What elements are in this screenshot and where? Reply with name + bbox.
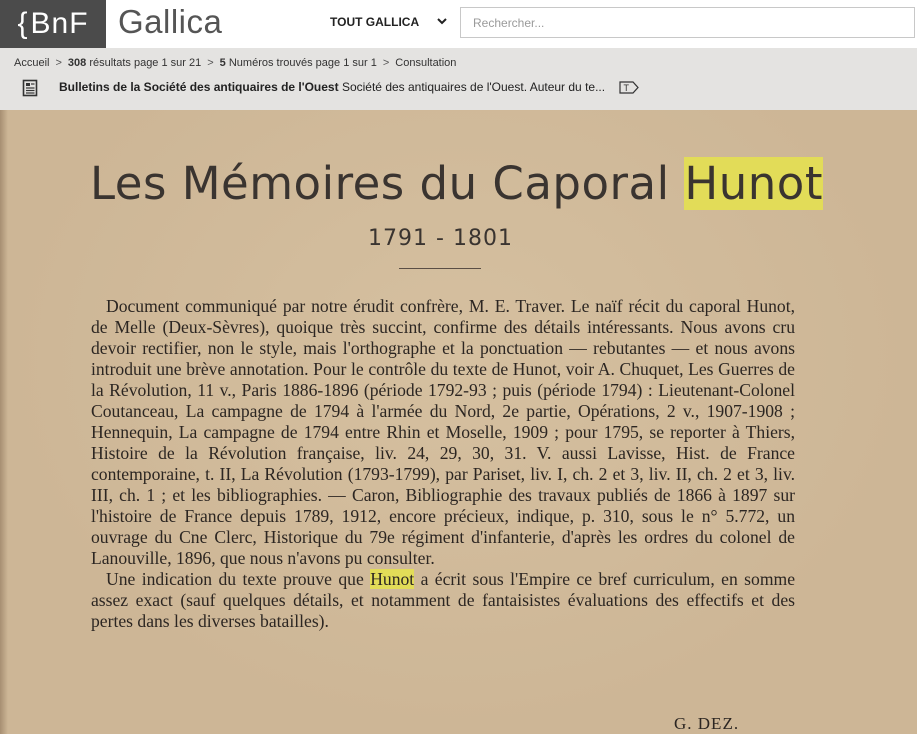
paragraph-text: Une indication du texte prouve que (106, 569, 364, 589)
document-header (22, 78, 917, 98)
search-input[interactable] (461, 8, 914, 37)
title-divider (399, 268, 481, 269)
scope-label: TOUT GALLICA (330, 15, 420, 29)
breadcrumb-issues[interactable] (220, 57, 377, 69)
context-band (0, 48, 917, 110)
bnf-logo[interactable] (0, 0, 106, 48)
document-title-main: Bulletins de la Société des antiquaires de l'Ouest (59, 80, 339, 94)
breadcrumb (14, 57, 456, 69)
results-text: résultats page 1 sur 21 (89, 57, 202, 69)
top-header (0, 0, 917, 48)
breadcrumb-separator: > (55, 57, 62, 69)
text-mode-label: T (623, 83, 629, 93)
brand-name[interactable]: Gallica (118, 3, 223, 40)
document-title-author: Société des antiquaires de l'Ouest. Auteur du te... (341, 80, 606, 94)
breadcrumb-separator: > (382, 57, 390, 69)
article-title-text: Les Mémoires du Caporal (90, 157, 670, 210)
search-hit-highlight: Hunot (684, 157, 823, 210)
issues-text: Numéros trouvés page 1 sur 1 (228, 57, 377, 69)
document-icon (22, 79, 38, 97)
breadcrumb-separator: > (207, 57, 214, 69)
page-edge-shadow (0, 110, 8, 734)
search-scope-select[interactable] (330, 15, 419, 29)
search-field[interactable] (460, 7, 915, 38)
article-paragraph (91, 569, 795, 632)
logo-brace: { (17, 7, 29, 40)
issues-count: 5 (219, 57, 226, 69)
article-years-text: 1791 - 1801 (368, 226, 513, 251)
results-count: 308 (67, 57, 87, 69)
article-years (0, 226, 917, 251)
article-body (91, 296, 795, 632)
article-title (90, 157, 823, 210)
chevron-down-icon[interactable] (434, 13, 450, 29)
breadcrumb-current: Consultation (395, 57, 457, 69)
article-signature: G. DEZ. (674, 714, 740, 733)
logo-text: BnF (30, 7, 89, 40)
document-title[interactable] (59, 80, 605, 94)
paragraph-text: a écrit sous l'Empire ce bref curriculum, en somme assez exact (sauf quelques détails, et notamment de fantaisistes évaluations des effectifs et des pertes dans les diverses batailles). (91, 569, 796, 631)
text-mode-icon[interactable] (619, 81, 639, 94)
page-viewer[interactable] (0, 110, 917, 734)
breadcrumb-home[interactable]: Accueil (14, 57, 50, 69)
breadcrumb-results[interactable] (68, 57, 201, 69)
search-hit-highlight: Hunot (370, 569, 415, 589)
article-paragraph: Document communiqué par notre érudit confrère, M. E. Traver. Le naïf récit du caporal Hunot, de Melle (Deux-Sèvres), quoique très succint, confirme des détails intéressants. Nous avons cru devoir rectifier, non le style, mais l'orthographe et la ponctuation — rebutantes — et nous avons introduit une brève annotation. Pour le contrôle du texte de Hunot, voir A. Chuquet, Les Guerres de la Révolution, 11 v., Paris 1886-1896 (période 1792-93 ; puis (période 1794) : Lieutenant-Colonel Coutanceau, La campagne de 1794 à l'armée du Nord, 2e partie, Opérations, 2 v., 1907-1908 ; Hennequin, La campagne de 1794 entre Rhin et Moselle, 1909 ; pour 1795, se reporter à Thiers, Histoire de la Révolution française, liv. 24, 29, 30, 31. V. aussi Lavisse, Hist. de France contemporaine, t. II, La Révolution (1793-1799), par Pariset, liv. I, ch. 2 et 3, liv. II, ch. 2 et 3, liv. III, ch. 1 ; et les bibliographies. — Caron, Bibliographie des travaux publiés de 1866 à 1897 sur l'histoire de France depuis 1789, 1912, encore précieux, indique, p. 310, sous le n° 5.772, un ouvrage du Cne Clerc, Historique du 79e régiment d'infanterie, d'après les ordres du colonel de Lanouville, 1896, que nous n'avons pu consulter. (91, 296, 795, 568)
